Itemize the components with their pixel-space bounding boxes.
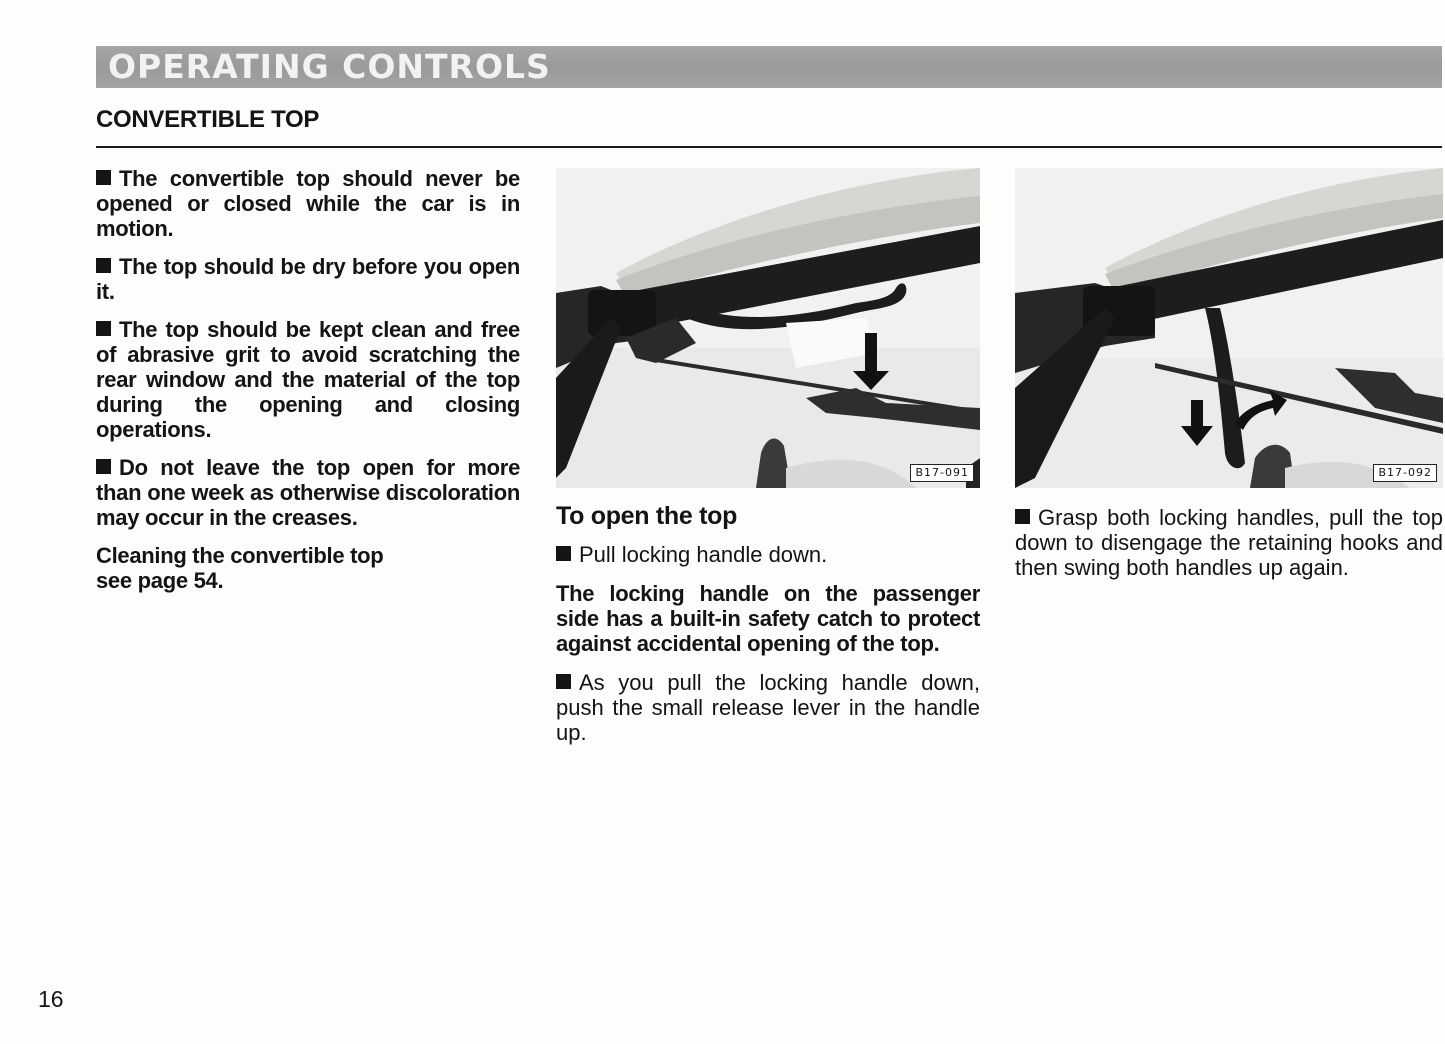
square-bullet-icon: [1015, 509, 1030, 524]
square-bullet-icon: [556, 546, 571, 561]
warning-paragraph: [96, 317, 520, 442]
subsection-heading: To open the top: [556, 502, 738, 530]
figure-disengage-hooks: [1015, 168, 1443, 488]
warning-paragraph: [96, 254, 520, 304]
right-column: [1015, 505, 1443, 580]
warning-text: The top should be dry before you open it.: [96, 254, 520, 304]
figure-label: B17-091: [910, 464, 974, 482]
warning-paragraph: [96, 455, 520, 530]
figure-pull-handle-down: [556, 168, 980, 488]
instruction-text: As you pull the locking handle down, push the small release lever in the handle up.: [556, 670, 980, 745]
square-bullet-icon: [96, 258, 111, 273]
left-column: [96, 166, 520, 606]
cleaning-reference-title: Cleaning the convertible top: [96, 543, 384, 568]
square-bullet-icon: [556, 674, 571, 689]
instruction-step: [1015, 505, 1443, 580]
instruction-text: Pull locking handle down.: [579, 542, 828, 567]
instruction-step: [556, 670, 980, 745]
banner-title: OPERATING CONTROLS: [108, 47, 551, 86]
safety-note: The locking handle on the passenger side has a built-in safety catch to protect against accidental opening of the top.: [556, 581, 980, 656]
section-banner: [96, 46, 1442, 88]
warning-text: The top should be kept clean and free of abrasive grit to avoid scratching the rear window and the material of the top during the opening and closing operations.: [96, 317, 520, 442]
cleaning-reference-page: see page 54.: [96, 568, 224, 593]
warning-text: The convertible top should never be opened or closed while the car is in motion.: [96, 166, 520, 241]
instruction-text: Grasp both locking handles, pull the top down to disengage the retaining hooks and then swing both handles up again.: [1015, 505, 1443, 580]
middle-column: [556, 504, 980, 759]
warning-paragraph: [96, 166, 520, 241]
page-title: CONVERTIBLE TOP: [96, 106, 320, 133]
convertible-top-hooks-illustration: [1015, 168, 1443, 488]
title-divider: [96, 146, 1442, 148]
square-bullet-icon: [96, 170, 111, 185]
convertible-top-handle-illustration: [556, 168, 980, 488]
cleaning-reference: [96, 543, 520, 593]
square-bullet-icon: [96, 321, 111, 336]
instruction-step: [556, 542, 980, 567]
warning-text: Do not leave the top open for more than one week as otherwise discoloration may occur in the creases.: [96, 455, 520, 530]
square-bullet-icon: [96, 459, 111, 474]
figure-label: B17-092: [1373, 464, 1437, 482]
page-number: 16: [38, 986, 64, 1012]
